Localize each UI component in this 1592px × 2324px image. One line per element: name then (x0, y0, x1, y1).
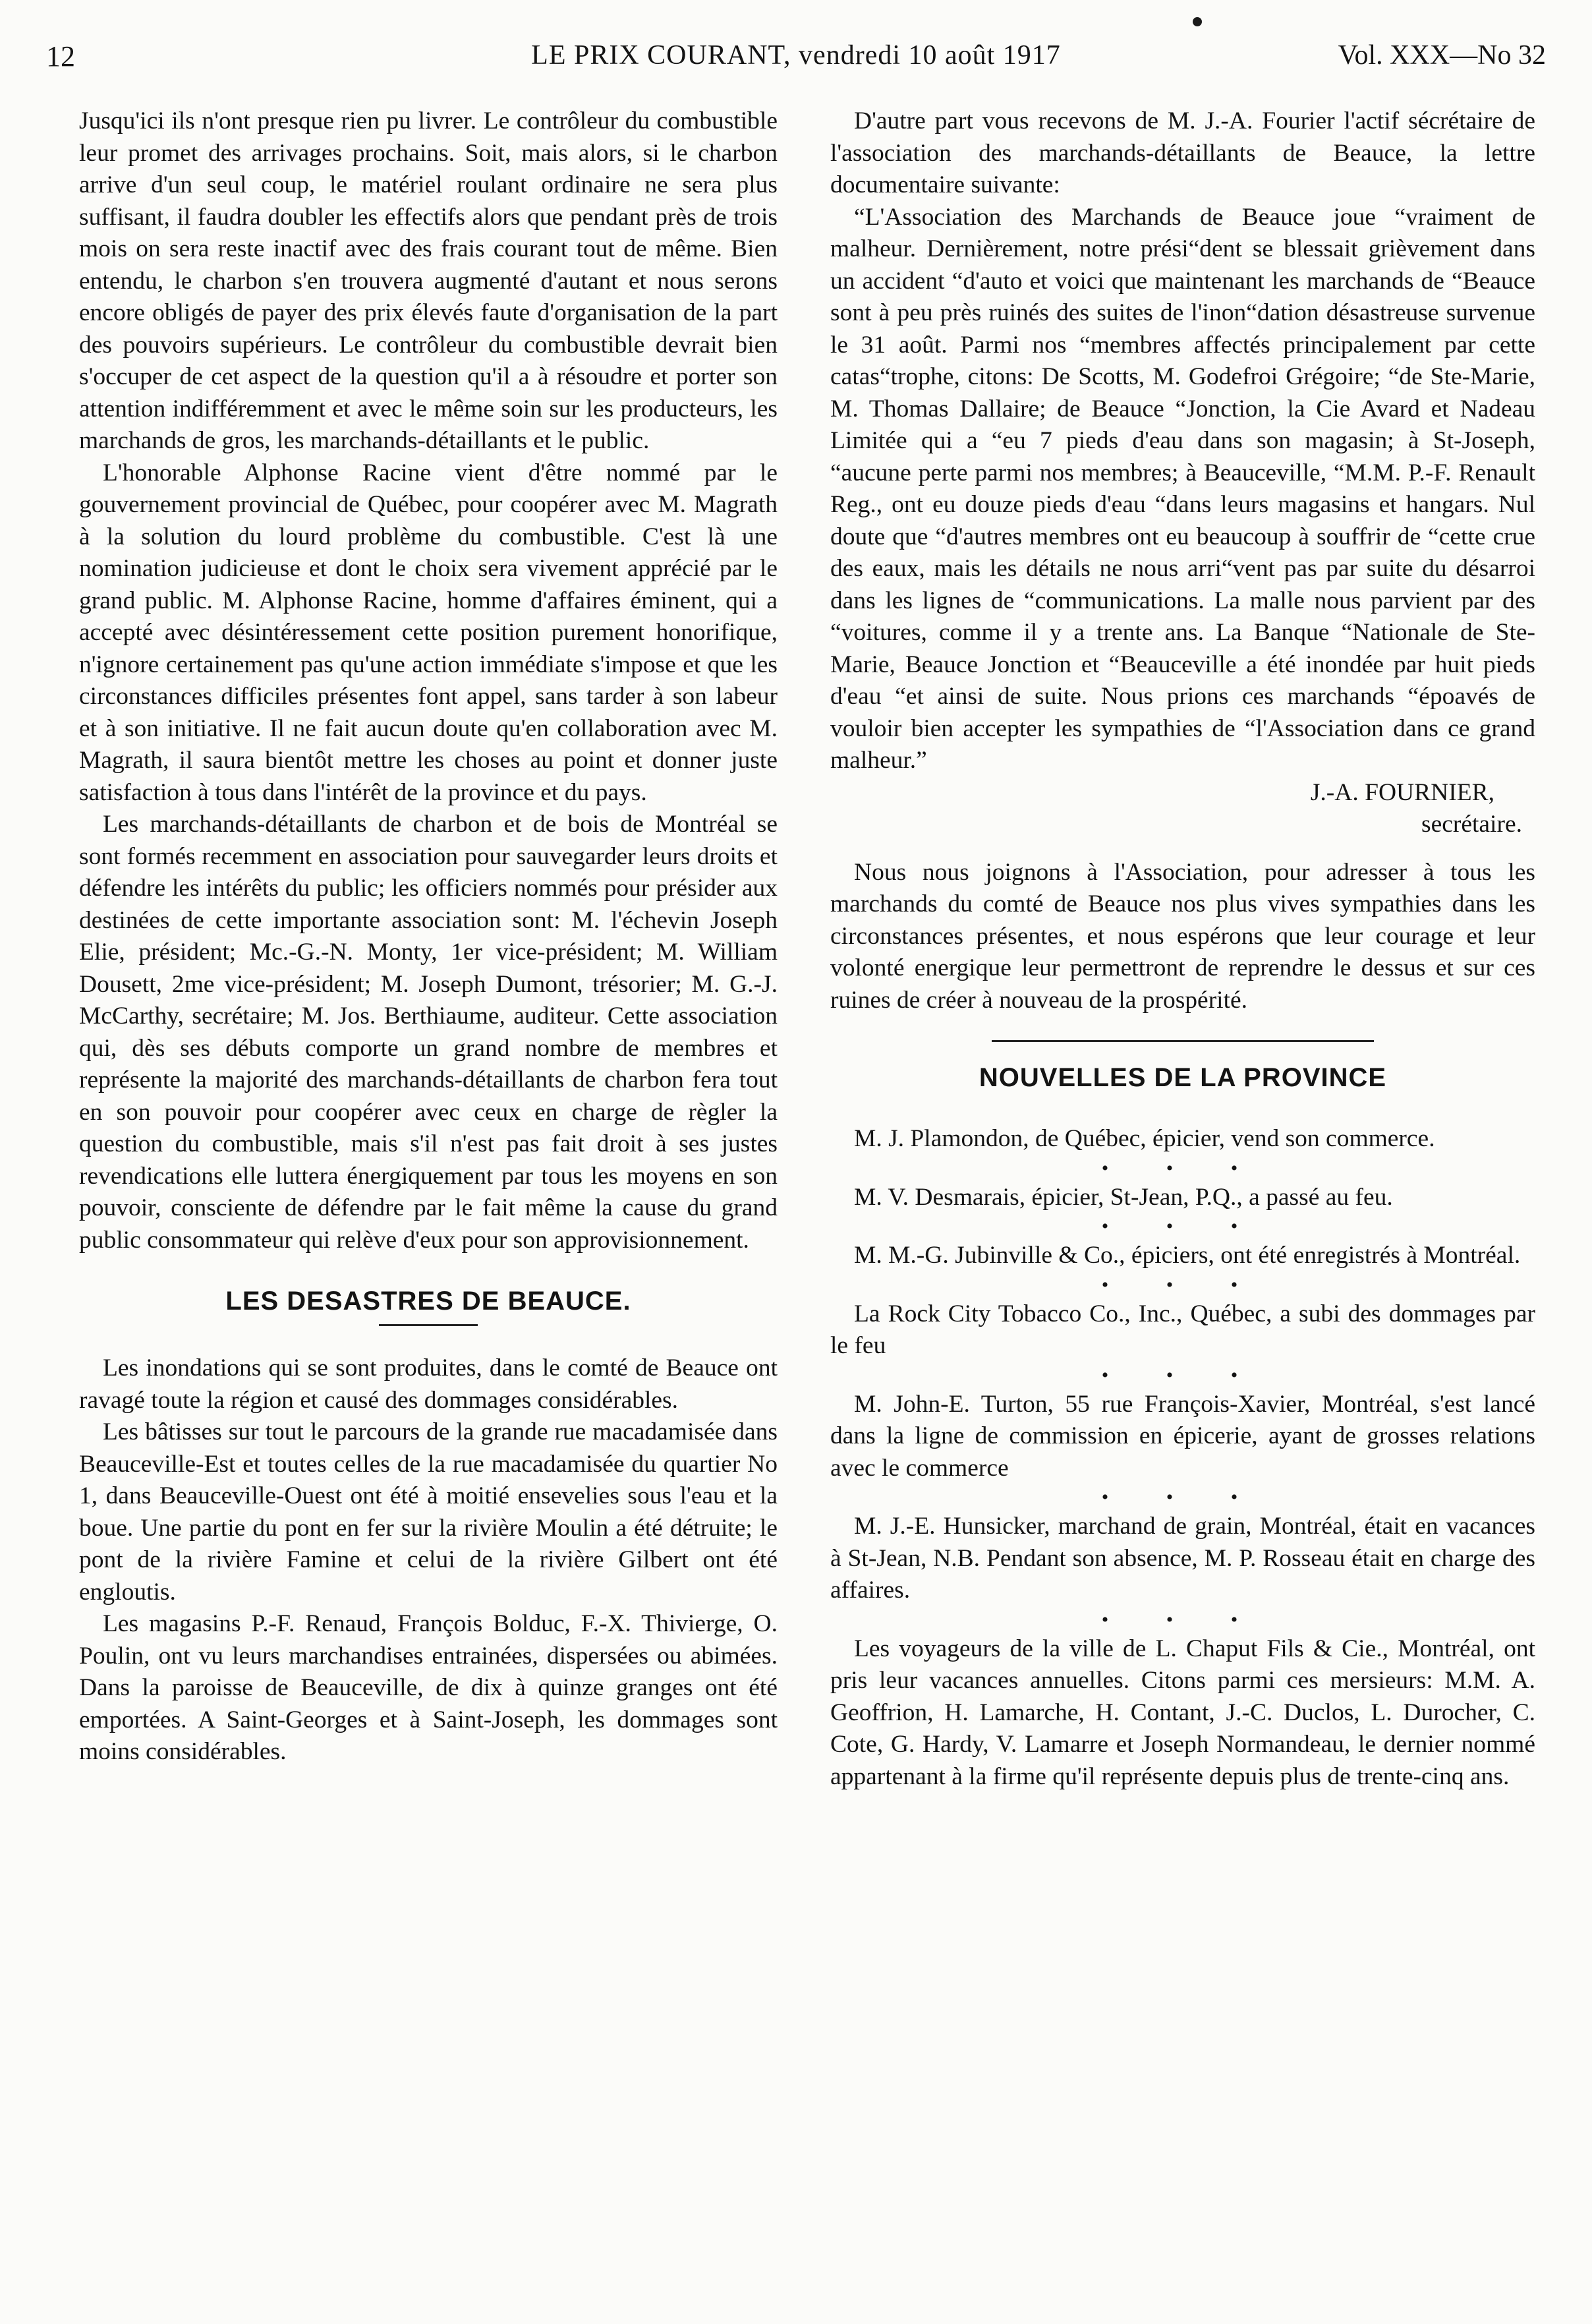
right-column (830, 105, 1535, 1793)
quoted-letter: “L'Association des Marchands de Beauce joue “vraiment de malheur. Dernièrement, notre prési“dent se blessait grièvement dans un accident “d'auto et voici que maintenant les marchands de “Beauce sont à peu près ruinés des suites de l'inon“dation désastreuse survenue le 31 août. Parmi nos “membres affectés principalement par cette catas“trophe, citons: De Scotts, M. Godefroi Grégoire; “de Ste-Marie, M. Thomas Dallaire; de Beauce “Jonction, la Cie Avard et Nadeau Limitée qui a “eu 7 pieds d'eau dans son magasin; à St-Joseph, “aucune perte parmi nos membres; à Beauceville, “M.M. P.-F. Renault Reg., ont eu douze pieds d'eau “dans leurs magasins et hangars. Nul doute que “d'autres membres ont eu beaucoup à souffrir de “cette crue des eaux, mais les détails ne nous arri“vent pas par suite du désarroi dans les lignes de “communications. La malle nous parvient par des “voitures, comme il y a trente ans. La Banque “Nationale de Ste-Marie, Beauce Jonction et “Beauceville a été inondée par huit pieds d'eau “et ainsi de suite. Nous prions ces marchands “époavés de vouloir bien accepter les sympathies de “l'Association dans ce grand malheur.” (830, 203, 1535, 774)
signature-block (830, 777, 1535, 841)
bullet-separator: • • • (1101, 1608, 1265, 1631)
news-item: M. M.-G. Jubinville & Co., épiciers, ont été enregistrés à Montréal. (854, 1242, 1521, 1269)
bullet-separator: • • • (1101, 1486, 1265, 1508)
news-item: Les voyageurs de la ville de L. Chaput Fils & Cie., Montréal, ont pris leur vacances annuelles. Citons parmi ces mersieurs: M.M. A. Geoffrion, H. Lamarche, H. Contant, J.-C. Duclos, L. Durocher, C. Cote, G. Hardy, V. Lamarre et Joseph Normandeau, le dernier nommé appartenant à la firme qu'il représente depuis plus de trente-cinq ans. (830, 1635, 1535, 1790)
news-item: La Rock City Tobacco Co., Inc., Québec, a subi des dommages par le feu (830, 1300, 1535, 1359)
ink-dot (1193, 17, 1202, 26)
page-number: 12 (46, 40, 75, 73)
bullet-separator: • • • (1101, 1157, 1265, 1179)
article-paragraph: Les magasins P.-F. Renaud, François Bolduc, F.-X. Thivierge, O. Poulin, ont vu leurs marchandises entrainées, dispersées ou abimées. Dans la paroisse de Beauceville, de dix à quinze granges ont été emportées. A Saint-Georges et à Saint-Joseph, les dommages sont moins considérables. (79, 1610, 778, 1765)
news-item: M. J. Plamondon, de Québec, épicier, vend son commerce. (854, 1125, 1435, 1152)
article-paragraph: Les bâtisses sur tout le parcours de la grande rue macadamisée dans Beauceville-Est et toutes celles de la rue macadamisée du quartier No 1, dans Beauceville-Ouest ont été à moitié ensevelies sous l'eau et la boue. Une partie du pont en fer sur la rivière Moulin a été détruite; le pont de la rivière Famine et celui de la rivière Gilbert ont été engloutis. (79, 1418, 778, 1606)
article-paragraph: Nous nous joignons à l'Association, pour adresser à tous les marchands du comté de Beauce nos plus vives sympathies dans les circonstances présentes, et nous espérons que leur courage et leur volonté energique leur permettront de reprendre le dessus et sur ces ruines de créer à nouveau de la prospérité. (830, 858, 1535, 1014)
page-header (46, 40, 1546, 79)
bullet-separator: • • • (1101, 1364, 1265, 1386)
masthead-title: LE PRIX COURANT, vendredi 10 août 1917 (531, 40, 1061, 71)
bullet-separator: • • • (1101, 1215, 1265, 1237)
section-heading: LES DESASTRES DE BEAUCE. (225, 1287, 631, 1316)
article-paragraph: Les marchands-détaillants de charbon et de bois de Montréal se sont formés recemment en association pour sauvegarder leurs droits et défendre les intérêts du public; les officiers nommés pour présider aux destinées de cette importante association sont: M. l'échevin Joseph Elie, président; Mc.-G.-N. Monty, 1er vice-président; M. William Dousett, 2me vice-président; M. Joseph Dumont, trésorier; M. G.-J. McCarthy, secrétaire; M. Jos. Berthiaume, auditeur. Cette association qui, dès ses débuts comporte un grand nombre de membres et représente la majorité des marchands-détaillants de charbon fera tout en son pouvoir pour coopérer avec ceux en charge de règler la question du combustible, mais s'il n'est pas fait droit à ses justes revendications elle luttera énergiquement par tous les moyens en son pouvoir, consciente de défendre par le fait même la cause du grand public consommateur qui relève d'eux pour son approvisionnement. (79, 811, 778, 1254)
volume-number: Vol. XXX—No 32 (1338, 40, 1546, 71)
bullet-separator: • • • (1101, 1273, 1265, 1296)
news-item: M. V. Desmarais, épicier, St-Jean, P.Q., a passé au feu. (854, 1183, 1393, 1211)
article-paragraph: Jusqu'ici ils n'ont presque rien pu livrer. Le contrôleur du combustible leur promet des arrivages prochains. Soit, mais alors, si le charbon arrive d'un seul coup, le matériel roulant ordinaire ne sera plus suffisant, il faudra doubler les effectifs alors que pendant près de trois mois on sera reste inactif avec des frais courant tout de même. Bien entendu, le charbon s'en trouvera augmenté d'autant et nous serons encore obligés de payer des prix élevés faute d'organisation de la part des pouvoirs supérieurs. Le contrôleur du combustible devrait bien s'occuper de cet aspect de la question qu'il a à résoudre et porter son attention indifféremment et avec le même soin sur les producteurs, les marchands de gros, les marchands-détaillants et le public. (79, 107, 778, 454)
news-item: M. John-E. Turton, 55 rue François-Xavier, Montréal, s'est lancé dans la ligne de commission en épicerie, ayant de grosses relations avec le commerce (830, 1390, 1535, 1482)
article-paragraph: L'honorable Alphonse Racine vient d'être nommé par le gouvernement provincial de Québec, pour coopérer avec M. Magrath à la solution du lourd problème du combustible. C'est là une nomination judicieuse et dont le choix sera vivement apprécié par le grand public. M. Alphonse Racine, homme d'affaires éminent, qui a accepté avec désintéressement cette position purement honorifique, n'ignore certainement pas qu'une action immédiate s'impose et que les circonstances difficiles présentes font appel, sans tarder à son labeur et à son initiative. Il ne fait aucun doute qu'en collaboration avec M. Magrath, il saura bientôt mettre les choses au point et donner juste satisfaction à tous dans l'intérêt de la province et du pays. (79, 459, 778, 806)
news-item: M. J.-E. Hunsicker, marchand de grain, Montréal, était en vacances à St-Jean, N.B. Pendant son absence, M. P. Rosseau était en charge des affaires. (830, 1513, 1535, 1604)
article-paragraph: Les inondations qui se sont produites, dans le comté de Beauce ont ravagé toute la région et causé des dommages considérables. (79, 1354, 778, 1414)
signature-role: secrétaire. (1421, 811, 1522, 838)
section-heading: NOUVELLES DE LA PROVINCE (979, 1063, 1387, 1092)
article-paragraph: D'autre part vous recevons de M. J.-A. Fourier l'actif sécrétaire de l'association des marchands-détaillants de Beauce, la lettre documentaire suivante: (830, 107, 1535, 198)
signature-name: J.-A. FOURNIER, (1310, 778, 1494, 806)
left-column (79, 105, 778, 1768)
